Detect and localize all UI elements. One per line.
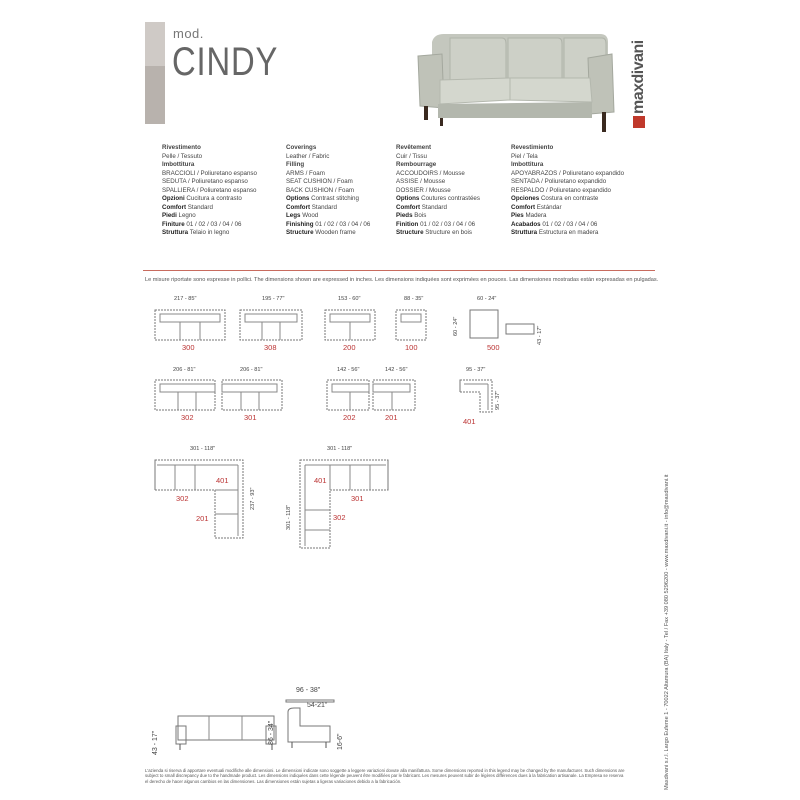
dim-label-302: 206 - 81" [173,367,196,373]
spec-line: APOYABRAZOS / Poliuretano expandido [511,169,625,177]
dim-label-500: 60 - 24" [477,296,497,302]
spec-legs-value: Wood [302,212,319,219]
plan-100 [396,310,426,340]
spec-finish [286,221,370,230]
spec-finish-value: 01 / 02 / 03 / 04 / 06 [315,220,371,228]
dimensions-note: Le misure riportate sono espresse in pollici. The dimensions shown are expressed in inches. Les dimensions indiquées sont exprimées en pouces. Las dimensiones mostradas están expresadas en pulgadas. [145,277,659,283]
spec-legs [286,212,370,221]
code-100: 100 [405,343,418,352]
elev-seat-label: 54-21" [307,702,328,709]
spec-line: RESPALDO / Poliuretano expandido [511,186,611,194]
plan-202 [327,380,369,410]
corner1-code-401: 401 [216,476,229,485]
code-201: 201 [385,413,398,422]
spec-line: Piel / Tela [511,152,538,160]
spec-structure [162,229,257,238]
spec-options [511,195,624,204]
spec-finish-label: Acabados [511,220,541,228]
corner2-vdim-label: 301 - 118" [286,504,292,530]
spec-title: Rivestimento [162,144,201,151]
company-address: Maxdivani s.r.l. Largo Eufeme 1 - 70022 Altamura (BA) Italy - Tel / Fax +39 080 5296200 - www.maxdivani.it - info@maxdivani.it [664,474,670,790]
spec-comfort-value: Standard [187,203,213,211]
plan-308 [240,310,302,340]
spec-subtitle: Imbottitura [162,161,195,168]
elev-height2-label: 86 - 34" [268,720,275,745]
spec-structure [286,229,370,238]
dim-label-200: 153 - 60" [338,296,361,302]
spec-column [286,144,370,238]
spec-column [396,144,480,238]
plan-401 [460,380,492,412]
spec-comfort-label: Comfort [511,203,536,211]
spec-structure-label: Structure [396,229,424,236]
spec-legs-value: Legno [178,212,196,219]
corner1-dim-label: 301 - 118" [190,446,216,452]
plan-300 [155,310,225,340]
spec-finish [162,221,257,230]
footer-disclaimer: L'azienda si riserva di apportare eventuali modifiche alle dimensioni. Le dimensioni indicate sono soggette a leggere variazioni dovute alla manifattura. Some dimensions reported in this legend may be changed by the manufacturer. Such dimensions are subject to small discrepancy due to the handmade product. Les dimensions indiquées dans cette légende peuvent être modifiées par le fabricant. Les mesures peuvent subir de légères différences dues à la fabrication artisanale. La Empresa se reserva el derecho de hacer algunos cambios en las dimensiones. Las dimensiones están sujetas a ligeras variaciones debido a la fabricación. [145,768,625,784]
spec-options-value: Cucitura a contrasto [186,195,242,202]
spec-line: Cuir / Tissu [396,152,427,160]
vdim-label-500: 60 - 24" [453,316,459,336]
dim-label-401: 95 - 37" [466,367,486,373]
spec-structure [511,229,624,238]
elev-height-label: 43 - 17" [152,730,159,755]
spec-line: SEAT CUSHION / Foam [286,178,353,185]
spec-comfort [511,204,624,213]
corner-plan-1 [155,460,245,540]
dim-label-308: 195 - 77" [262,296,285,302]
spec-options-value: Coutures contrastées [421,195,480,202]
corner1-code-201: 201 [196,514,209,523]
spec-line: BACK CUSHION / Foam [286,186,355,194]
spec-legs [396,212,480,221]
model-title: CINDY [172,40,279,84]
spec-finish [396,221,480,230]
spec-options-label: Options [396,195,420,202]
spec-subtitle: Imbottitura [511,161,544,168]
vdim-label-401: 95 - 37" [495,390,501,410]
dim-label-300: 217 - 85" [174,296,197,302]
spec-title: Revestimiento [511,144,554,151]
spec-finish-value: 01 / 02 / 03 / 04 / 06 [542,220,598,228]
mod-label: mod. [173,26,204,41]
spec-comfort [286,204,370,213]
spec-line: DOSSIER / Mousse [396,186,451,194]
header-accent-band [145,22,165,66]
spec-line: Leather / Fabric [286,152,330,160]
spec-legs-label: Pies [511,212,524,219]
spec-legs-value: Bois [414,212,427,219]
corner1-vdim-label: 237 - 93" [250,487,256,510]
dim-label-301: 206 - 81" [240,367,263,373]
spec-comfort-label: Comfort [286,203,311,211]
dim-label-201: 142 - 56" [385,367,408,373]
spec-structure-value: Estructura en madera [538,229,599,236]
spec-legs-label: Piedi [162,212,177,219]
plan-200 [325,310,375,340]
spec-comfort-value: Standard [311,203,337,211]
code-308: 308 [264,343,277,352]
spec-line: ACCOUDOIRS / Mousse [396,169,465,177]
spec-finish-label: Finiture [162,220,185,228]
dim-label-100: 88 - 35" [404,296,424,302]
hdim-label-500: 43 - 17" [537,325,543,345]
spec-structure-value: Wooden frame [315,229,356,236]
spec-title: Coverings [286,144,317,151]
spec-column [162,144,257,238]
section-divider [143,270,655,271]
corner2-code-301: 301 [351,494,364,503]
spec-line: Pelle / Tessuto [162,152,203,160]
corner1-code-302: 302 [176,494,189,503]
spec-legs-label: Pieds [396,212,413,219]
spec-finish-value: 01 / 02 / 03 / 04 / 06 [186,220,242,228]
sofa-photo [410,28,620,138]
plan-500 [470,306,540,340]
spec-legs [162,212,257,221]
spec-finish [511,221,624,230]
spec-structure [396,229,480,238]
spec-options-label: Opzioni [162,195,185,202]
spec-subtitle: Rembourrage [396,161,437,168]
elev-depth-label: 96 - 38" [296,687,321,694]
header-accent-band-dark [145,66,165,124]
code-202: 202 [343,413,356,422]
plan-201 [373,380,415,410]
corner2-code-302: 302 [333,513,346,522]
spec-line: SPALLIERA / Poliuretano espanso [162,186,257,194]
code-301: 301 [244,413,257,422]
side-elevation [284,698,336,752]
spec-structure-value: Structure en bois [425,229,473,236]
spec-comfort [162,204,257,213]
corner-plan-2 [300,460,390,550]
spec-comfort-value: Estándar [536,203,562,211]
code-200: 200 [343,343,356,352]
spec-line: ASSISE / Mousse [396,178,446,185]
spec-options-label: Opciones [511,195,540,202]
code-500: 500 [487,343,500,352]
spec-finish-label: Finishing [286,220,314,228]
plan-302 [155,380,215,410]
spec-options [396,195,480,204]
spec-title: Revêtement [396,144,432,151]
code-300: 300 [182,343,195,352]
spec-structure-label: Struttura [511,229,538,236]
corner2-code-401: 401 [314,476,327,485]
plan-301 [222,380,282,410]
spec-finish-value: 01 / 02 / 03 / 04 / 06 [420,220,476,228]
spec-legs [511,212,624,221]
spec-legs-label: Legs [286,212,301,219]
corner2-dim-label: 301 - 118" [327,446,353,452]
spec-structure-label: Struttura [162,229,189,236]
spec-structure-label: Structure [286,229,314,236]
spec-options-label: Options [286,195,310,202]
spec-comfort-label: Comfort [162,203,187,211]
spec-legs-value: Madera [525,212,547,219]
spec-options-value: Costura en contraste [540,195,599,202]
front-elevation [176,712,276,752]
spec-column [511,144,624,238]
spec-subtitle: Filling [286,161,305,168]
spec-options-value: Contrast stitching [311,195,359,202]
code-401: 401 [463,417,476,426]
elev-height3-label: 16-6" [337,733,344,750]
dim-label-202: 142 - 56" [337,367,360,373]
spec-structure-value: Telaio in legno [189,229,230,236]
spec-line: ARMS / Foam [286,169,325,177]
spec-comfort-value: Standard [421,203,447,211]
spec-options [286,195,370,204]
spec-line: SEDUTA / Poliuretano espanso [162,178,248,185]
spec-comfort [396,204,480,213]
brand-name: maxdivani [630,40,647,114]
code-302: 302 [181,413,194,422]
brand-logo-icon [633,116,645,128]
spec-comfort-label: Comfort [396,203,421,211]
spec-line: SENTADA / Poliuretano expandido [511,178,607,185]
spec-line: BRACCIOLI / Poliuretano espanso [162,169,257,177]
spec-finish-label: Finition [396,220,419,228]
spec-options [162,195,257,204]
